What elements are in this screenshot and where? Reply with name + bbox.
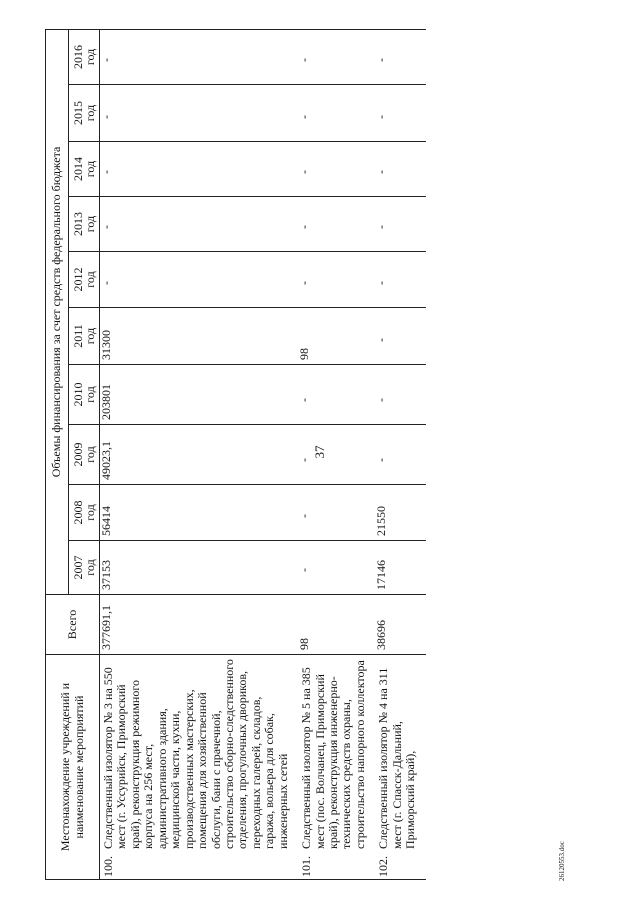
table-row [100,29,299,879]
table-row [375,29,425,879]
row-description [375,655,425,880]
cell-2011: 31300 [100,308,299,365]
row-number: 100. [101,856,115,877]
cell-2014: - [100,142,299,197]
row-total: 38696 [375,595,425,655]
row-description-text: Следственный изолятор № 3 на 550 мест (г. Уссурийск, Приморский край), реконструкция режимного корпуса на 256 мест, административного здания, медицинской части, кухни, производственных мастерских, помещения для хозяйственной обслуги, бани с прачечной, строительство сборно-следственного отделения, прогулочных двориков, переходных галерей, складов, гаража, вольера для собак, инженерных сетей [101,659,290,849]
cell-2010: - [375,365,425,425]
header-year-2014: 2014 год [69,142,100,197]
row-description-text: Следственный изолятор № 4 на 311 мест (г. Спасск-Дальний, Приморский край), [376,667,418,849]
funding-table [45,29,426,880]
cell-2013: - [298,197,375,252]
cell-2010: 203801 [100,365,299,425]
row-total: 98 [298,595,375,655]
cell-2012: - [100,252,299,308]
header-year-2013: 2013 год [69,197,100,252]
header-location: Местонахождение учреждений и наименование мероприятий [46,655,100,880]
table-row [298,29,375,879]
document-id: 26120553.doc [558,841,566,881]
header-year-2009: 2009 год [69,425,100,485]
row-description-text: Следственный изолятор № 5 на 385 мест (пос. Волчанец, Приморский край), реконструкция инженерно-технических средств охраны, строительство напорного коллектора [299,660,367,849]
cell-2008: 56414 [100,485,299,541]
cell-2012: - [298,252,375,308]
cell-2007: 17146 [375,541,425,595]
header-year-2012: 2012 год [69,252,100,308]
cell-2012: - [375,252,425,308]
cell-2016: - [298,29,375,84]
row-description [298,655,375,880]
header-year-2015: 2015 год [69,85,100,142]
row-total: 377691,1 [100,595,299,655]
cell-2008: 21550 [375,485,425,541]
cell-2010: - [298,365,375,425]
header-year-2007: 2007 год [69,541,100,595]
cell-2009: - [298,425,375,485]
cell-2014: - [375,142,425,197]
cell-2013: - [375,197,425,252]
cell-2009: 49023,1 [100,425,299,485]
row-description [100,655,299,880]
row-number: 101. [299,856,314,877]
cell-2014: - [298,142,375,197]
cell-2015: - [100,85,299,142]
cell-2013: - [100,197,299,252]
header-year-2011: 2011 год [69,308,100,365]
cell-2016: - [100,29,299,84]
header-year-2016: 2016 год [69,29,100,84]
cell-2007: - [298,541,375,595]
row-number: 102. [376,856,391,877]
header-year-2010: 2010 год [69,365,100,425]
funding-table-container [45,30,620,880]
cell-2015: - [375,85,425,142]
cell-2015: - [298,85,375,142]
page-number: 37 [312,445,327,459]
header-funding-group: Объемы финансирования за счет средств федерального бюджета [46,29,69,594]
header-total: Всего [46,595,100,655]
cell-2011: 98 [298,308,375,365]
cell-2009: - [375,425,425,485]
cell-2008: - [298,485,375,541]
cell-2016: - [375,29,425,84]
cell-2007: 37153 [100,541,299,595]
header-year-2008: 2008 год [69,485,100,541]
cell-2011: - [375,308,425,365]
